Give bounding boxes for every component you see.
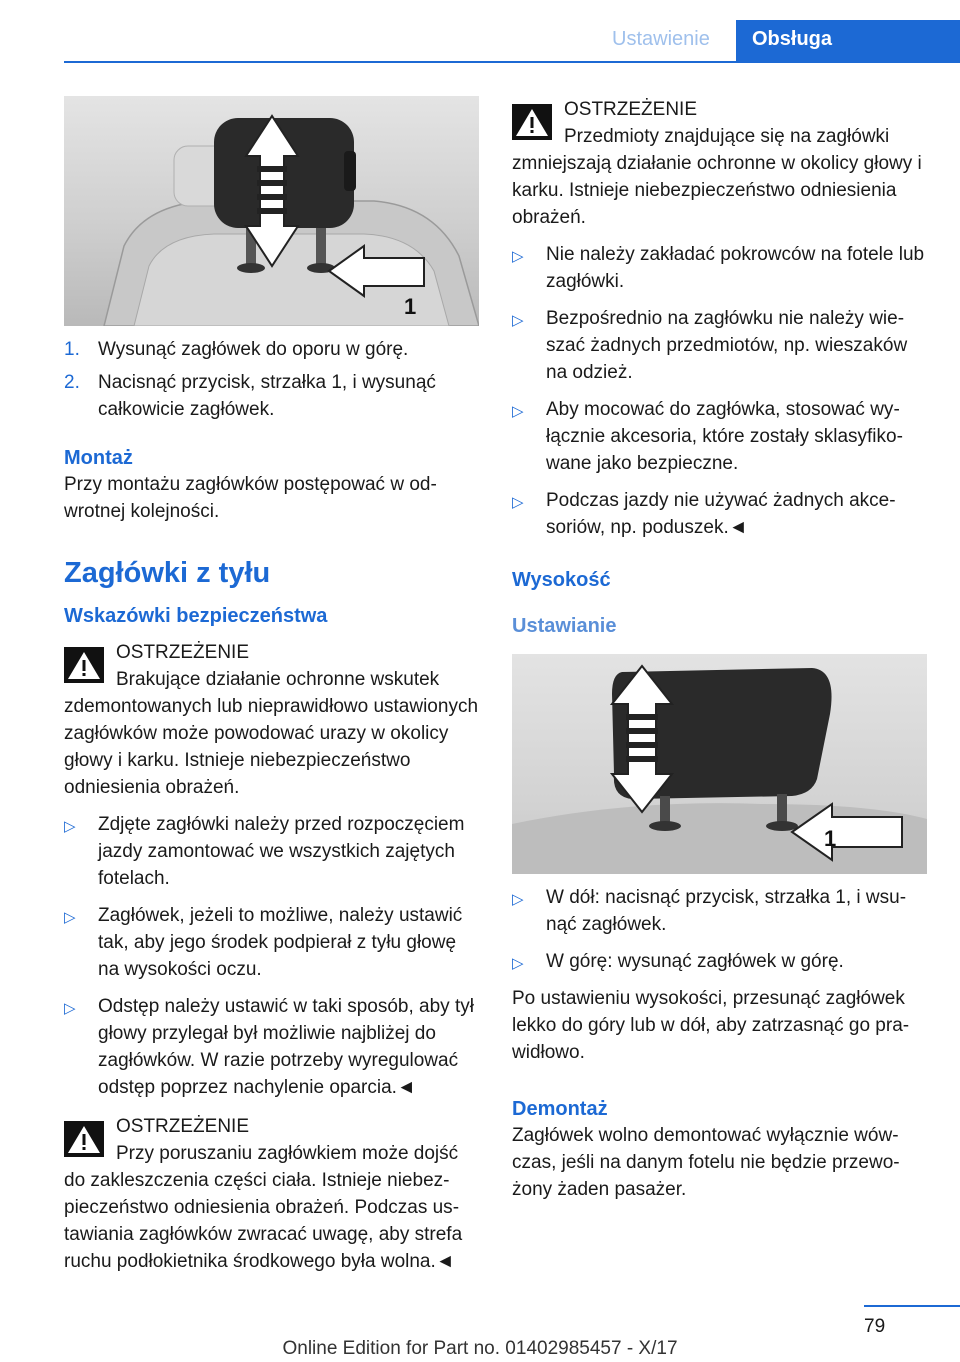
edition-footer: Online Edition for Part no. 01402985457 - X/17 [282,1338,678,1359]
warning-text: Przedmioty znajdujące się na zagłówki zmniejszają działanie ochronne w okolicy głowy i karku. Istnieje niebezpieczeństwo odniesienia obrażeń. [512,126,922,228]
triangle-right-icon: ▷ [512,248,524,265]
height-heading: Wysokość [512,569,611,591]
section-title: Zagłówki z tyłu [64,557,271,589]
triangle-right-icon: ▷ [512,403,524,420]
list-item [64,369,479,423]
warning-block [64,1113,479,1275]
bullet-text: Podczas jazdy nie używać żadnych akcesoriów, np. poduszek.◄ [546,490,896,538]
steps-list [64,336,479,423]
triangle-right-icon: ▷ [512,891,524,908]
bullet-text: Zagłówek, jeżeli to możliwe, należy ustawić tak, aby jego środek podpierał z tyłu głowę na wysokości oczu. [98,905,463,980]
list-item [512,305,927,386]
warning-title: OSTRZEŻENIE [116,1116,250,1137]
accessory-bullets [512,241,927,541]
list-item [512,884,927,938]
adjust-text: Po ustawieniu wysokości, przesunąć zagłówek lekko do góry lub w dół, aby zatrzasnąć go prawidłowo. [512,988,910,1063]
bullet-text: Aby mocować do zagłówka, stosować wyłącznie akcesoria, które zostały sklasyfikowane jako bezpieczne. [546,399,903,474]
step-text: Nacisnąć przycisk, strzałka 1, i wysunąć całkowicie zagłówek. [98,372,436,420]
tab-obsluga[interactable]: Obsługa [736,20,960,62]
adjust-bullets [512,884,927,977]
headrest-figure-1 [64,96,479,326]
triangle-right-icon: ▷ [64,1000,76,1017]
figure-callout-label: 1 [404,294,417,319]
step-text: Wysunąć zagłówek do oporu w górę. [98,339,409,360]
triangle-right-icon: ▷ [512,494,524,511]
adjust-heading: Ustawianie [512,615,617,637]
bullet-text: W górę: wysunąć zagłówek w górę. [546,951,844,972]
footer-rule [864,1305,960,1307]
safety-bullets [64,811,479,1101]
step-number: 1. [64,339,80,360]
bullet-text: Odstęp należy ustawić w taki sposób, aby tył głowy przylegał był możliwie najbliżej do zagłówków. W razie potrzeby wyregulować odstęp poprzez nachylenie oparcia.◄ [98,996,474,1098]
tab-ustawienie[interactable]: Ustawienie [612,28,710,50]
list-item [512,241,927,295]
triangle-right-icon: ▷ [64,909,76,926]
step-number: 2. [64,372,80,393]
demontaz-heading: Demontaż [512,1098,608,1120]
bullet-text: W dół: nacisnąć przycisk, strzałka 1, i wsunąć zagłówek. [546,887,907,935]
headrest-illustration [512,654,927,874]
list-item [64,336,479,363]
list-item [512,396,927,477]
warning-title: OSTRZEŻENIE [116,642,250,663]
triangle-right-icon: ▷ [64,818,76,835]
montaz-text: Przy montażu zagłówków postępować w odwrotnej kolejności. [64,474,437,522]
list-item [64,811,479,892]
bullet-text: Bezpośrednio na zagłówku nie należy wieszać żadnych przedmiotów, np. wieszaków na odzież. [546,308,908,383]
list-item [512,948,927,977]
warning-title: OSTRZEŻENIE [564,99,698,120]
right-column [512,96,927,1203]
warning-block [64,639,479,801]
bullet-text: Zdjęte zagłówki należy przed rozpoczęciem jazdy zamontować we wszystkich zajętych fotelach. [98,814,465,889]
figure-callout-label: 1 [824,826,837,851]
safety-heading: Wskazówki bezpieczeństwa [64,605,328,627]
list-item [512,487,927,541]
warning-block [512,96,927,231]
left-column [64,96,479,1275]
header-rule [64,61,960,63]
page-number: 79 [864,1316,886,1337]
triangle-right-icon: ▷ [512,312,524,329]
demontaz-text: Zagłówek wolno demontować wyłącznie wówczas, jeśli na danym fotelu nie będzie przewożony żaden pasażer. [512,1125,900,1200]
headrest-figure-2 [512,654,927,874]
page-header [0,0,960,62]
warning-text: Brakujące działanie ochronne wskutek zdemontowanych lub nieprawidłowo ustawionych zagłówków może powodować urazy w okolicy głowy i karku. Istnieje niebezpieczeństwo odniesienia obrażeń. [64,669,479,798]
warning-triangle-icon [64,647,104,683]
warning-text: Przy poruszaniu zagłówkiem może dojść do zakleszczenia części ciała. Istnieje niebezpieczeństwo odniesienia obrażeń. Podczas ustawiania zagłówków zwracać uwagę, aby strefa ruchu podłokietnika środkowego była wolna.◄ [64,1143,463,1272]
triangle-right-icon: ▷ [512,955,524,972]
headrest-illustration [64,96,479,326]
warning-triangle-icon [512,104,552,140]
montaz-heading: Montaż [64,447,133,469]
warning-triangle-icon [64,1121,104,1157]
list-item [64,993,479,1101]
bullet-text: Nie należy zakładać pokrowców na fotele lub zagłówki. [546,244,925,292]
list-item [64,902,479,983]
